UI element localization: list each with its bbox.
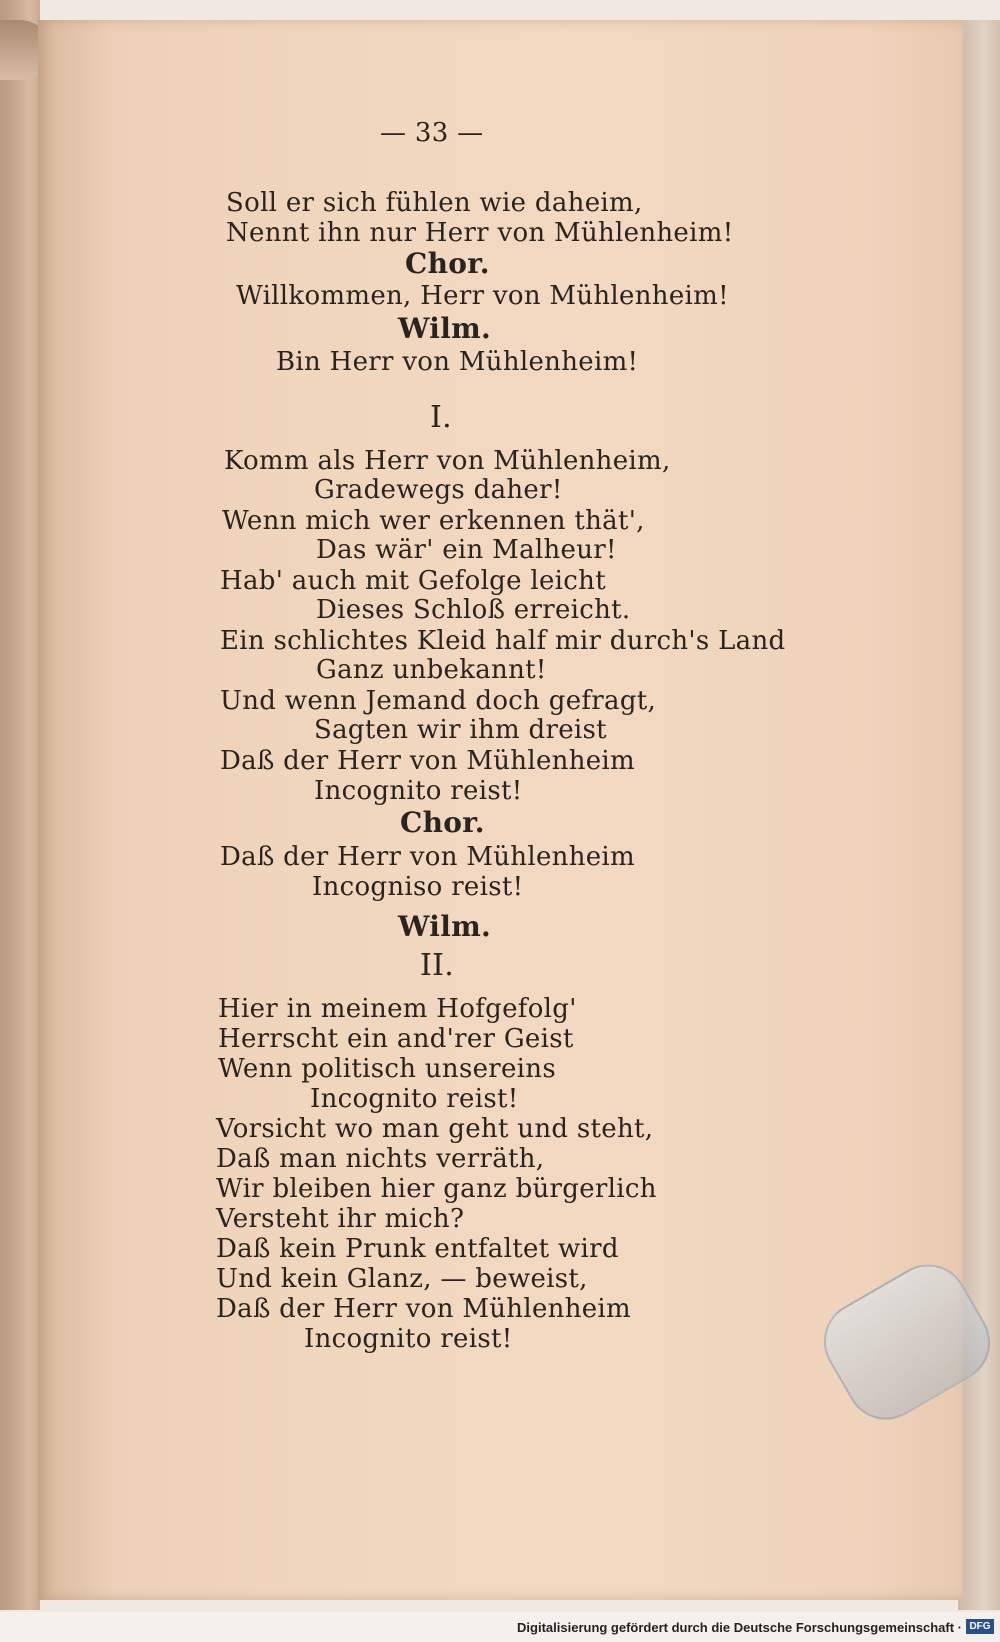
text-line: Bin Herr von Mühlenheim! — [276, 347, 639, 377]
text-line: Wenn politisch unsereins — [218, 1054, 556, 1084]
page-paper — [38, 20, 963, 1600]
text-line: Incognito reist! — [304, 1324, 513, 1354]
text-line: Hab' auch mit Gefolge leicht — [220, 566, 606, 596]
text-line: Sagten wir ihm dreist — [314, 715, 607, 745]
text-line: Gradewegs daher! — [314, 475, 563, 505]
text-line: Und wenn Jemand doch gefragt, — [220, 686, 657, 716]
text-line: Und kein Glanz, — beweist, — [216, 1264, 588, 1294]
dfg-logo-icon: DFG — [966, 1619, 994, 1634]
text-line: Hier in meinem Hofgefolg' — [218, 994, 577, 1024]
text-line: Das wär' ein Malheur! — [316, 535, 617, 565]
text-line: Wir bleiben hier ganz bürgerlich — [216, 1174, 657, 1204]
text-line: Daß man nichts verräth, — [216, 1144, 545, 1174]
text-line: Daß der Herr von Mühlenheim — [220, 746, 635, 776]
page-number: — 33 — — [380, 118, 484, 148]
speaker-heading: Wilm. — [398, 910, 492, 943]
footer-credit: Digitalisierung gefördert durch die Deutsche Forschungsgemeinschaft · — [517, 1620, 962, 1635]
book-cover-left — [0, 0, 40, 1610]
text-line: Komm als Herr von Mühlenheim, — [224, 446, 671, 476]
text-line: Vorsicht wo man geht und steht, — [216, 1114, 654, 1144]
text-line: Versteht ihr mich? — [216, 1204, 465, 1234]
verse-number: I. — [430, 400, 452, 435]
speaker-heading: Chor. — [400, 806, 485, 839]
text-line: Daß kein Prunk entfaltet wird — [216, 1234, 619, 1264]
speaker-heading: Wilm. — [398, 312, 492, 345]
verse-number: II. — [420, 948, 455, 983]
text-line: Incogniso reist! — [312, 872, 524, 902]
text-line: Ganz unbekannt! — [316, 655, 547, 685]
speaker-heading: Chor. — [405, 247, 490, 280]
text-line: Ein schlichtes Kleid half mir durch's Land — [220, 626, 786, 656]
text-line: Daß der Herr von Mühlenheim — [220, 842, 635, 872]
text-line: Nennt ihn nur Herr von Mühlenheim! — [226, 218, 734, 248]
text-line: Wenn mich wer erkennen thät', — [222, 506, 645, 536]
text-line: Herrscht ein and'rer Geist — [218, 1024, 574, 1054]
text-line: Soll er sich fühlen wie daheim, — [226, 188, 643, 218]
text-line: Daß der Herr von Mühlenheim — [216, 1294, 631, 1324]
footer-bar — [0, 1612, 1000, 1642]
text-line: Incognito reist! — [314, 776, 523, 806]
text-line: Incognito reist! — [310, 1084, 519, 1114]
text-line: Dieses Schloß erreicht. — [316, 595, 631, 625]
text-line: Willkommen, Herr von Mühlenheim! — [236, 281, 729, 311]
